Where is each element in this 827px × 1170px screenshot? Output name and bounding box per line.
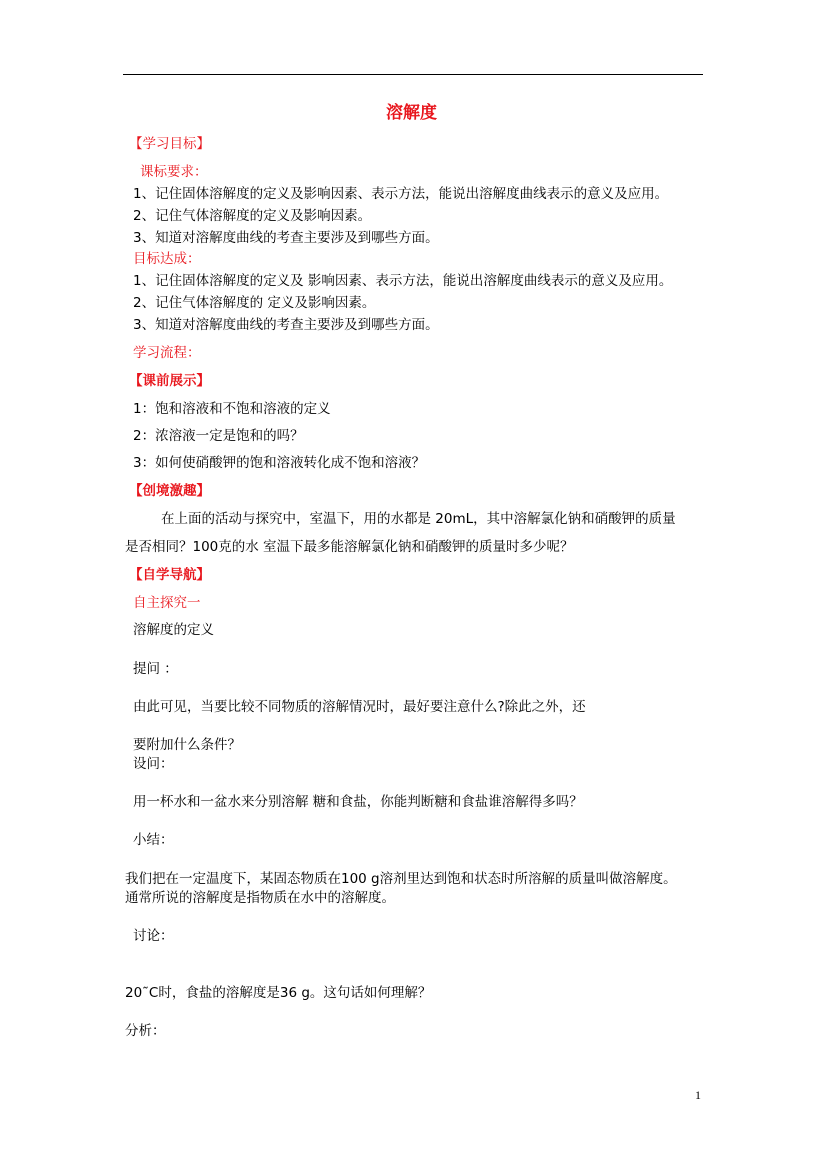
achievement-1: 1、记住固体溶解度的定义及 影响因素、表示方法，能说出溶解度曲线表示的意义及应用。 [133, 273, 673, 289]
goal-achievement-label: 目标达成： [133, 251, 201, 267]
scenario-heading: 【创境激趣】 [129, 483, 210, 499]
summary-text-line-1: 我们把在一定温度下，某固态物质在100 g溶剂里达到饱和状态时所溶解的质量叫做溶解度。 [125, 871, 677, 887]
self-study-heading: 【自学导航】 [129, 567, 210, 583]
exploration-1-label: 自主探究一 [133, 595, 201, 611]
question-label: 提问 ： [133, 661, 178, 677]
achievement-3: 3、知道对溶解度曲线的考查主要涉及到哪些方面。 [133, 317, 439, 333]
requirement-2: 2、记住气体溶解度的定义及影响因素。 [133, 208, 372, 224]
discussion-label: 讨论： [133, 928, 174, 944]
scenario-paragraph-line-1: 在上面的活动与探究中，室温下，用的水都是 20mL，其中溶解氯化钠和硝酸钾的质量 [161, 511, 676, 527]
question-text-line-2: 要附加什么条件？ [133, 737, 241, 753]
requirement-3: 3、知道对溶解度曲线的考查主要涉及到哪些方面。 [133, 230, 439, 246]
summary-label: 小结： [133, 832, 174, 848]
curriculum-requirements-label: 课标要求： [140, 164, 208, 180]
inquiry-text: 用一杯水和一盆水来分别溶解 糖和食盐，你能判断糖和食盐谁溶解得多吗？ [133, 794, 583, 810]
page-number: 1 [695, 1088, 701, 1102]
analysis-label: 分析： [125, 1023, 166, 1039]
learning-process-label: 学习流程： [133, 345, 201, 361]
page-title: 溶解度 [386, 103, 437, 123]
preview-question-1: 1：饱和溶液和不饱和溶液的定义 [133, 401, 331, 417]
preview-question-2: 2：浓溶液一定是饱和的吗？ [133, 428, 304, 444]
goals-heading: 【学习目标】 [129, 136, 210, 152]
preview-heading: 【课前展示】 [129, 373, 210, 389]
requirement-1: 1、记住固体溶解度的定义及影响因素、表示方法，能说出溶解度曲线表示的意义及应用。 [133, 186, 669, 202]
question-text-line-1: 由此可见，当要比较不同物质的溶解情况时，最好要注意什么?除此之外，还 [133, 699, 586, 715]
summary-text-line-2: 通常所说的溶解度是指物质在水中的溶解度。 [125, 890, 395, 906]
preview-question-3: 3：如何使硝酸钾的饱和溶液转化成不饱和溶液？ [133, 455, 426, 471]
discussion-text: 20˜C时，食盐的溶解度是36 g。这句话如何理解？ [125, 985, 432, 1001]
achievement-2: 2、记住气体溶解度的 定义及影响因素。 [133, 295, 376, 311]
scenario-paragraph-line-2: 是否相同？100克的水 室温下最多能溶解氯化钠和硝酸钾的质量时多少呢？ [125, 539, 574, 555]
header-rule [123, 74, 703, 75]
inquiry-label: 设问： [133, 756, 174, 772]
definition-label: 溶解度的定义 [133, 622, 214, 638]
